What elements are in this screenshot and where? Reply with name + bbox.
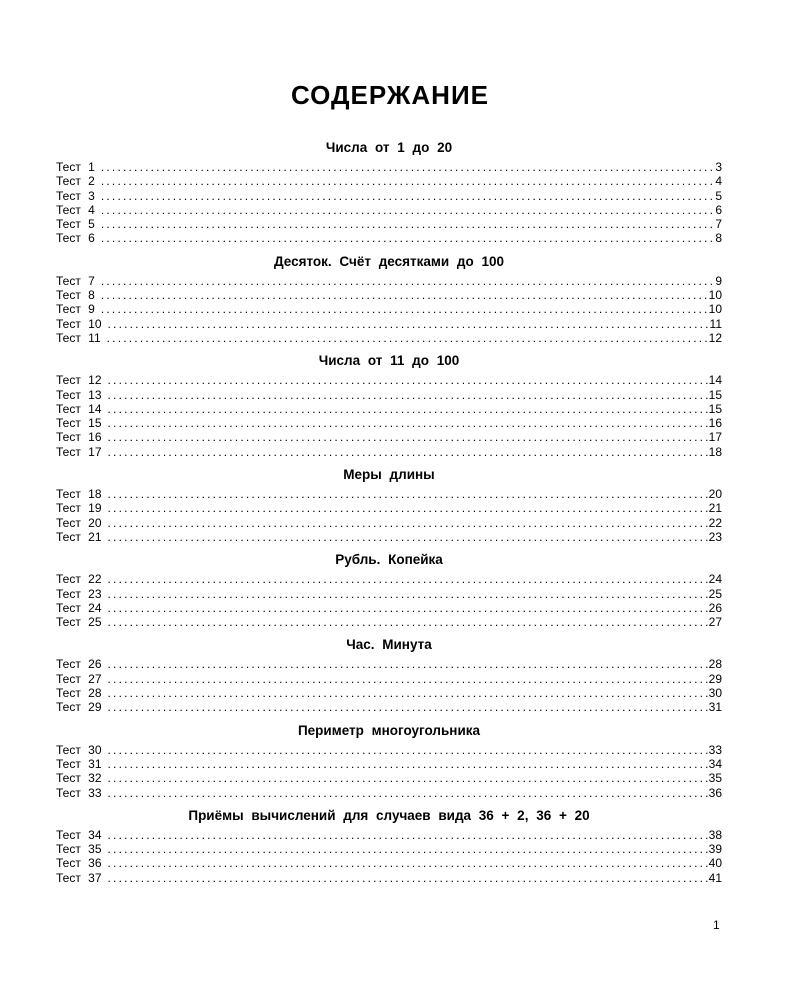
toc-entry[interactable]: [56, 686, 722, 700]
toc-entry[interactable]: [56, 828, 722, 842]
toc-entry[interactable]: [56, 672, 722, 686]
entry-label: Тест 33: [56, 785, 102, 800]
dot-leader: [108, 842, 708, 856]
entry-page-number: 34: [708, 756, 722, 771]
toc-entry[interactable]: [56, 601, 722, 615]
entry-label: Тест 2: [56, 174, 95, 189]
dot-leader: [101, 274, 714, 288]
entry-label: Тест 30: [56, 742, 102, 757]
entry-page-number: 5: [715, 188, 722, 203]
dot-leader: [108, 828, 708, 842]
entry-label: Тест 23: [56, 586, 102, 601]
entry-page-number: 20: [708, 487, 722, 502]
toc-section: [56, 136, 722, 246]
entry-page-number: 26: [708, 600, 722, 615]
toc-entry[interactable]: [56, 430, 722, 444]
entry-page-number: 24: [708, 572, 722, 587]
entry-label: Тест 9: [56, 302, 95, 317]
entry-label: Тест 26: [56, 657, 102, 672]
entry-label: Тест 10: [56, 316, 102, 331]
entry-label: Тест 21: [56, 529, 102, 544]
entry-page-number: 22: [708, 515, 722, 530]
entry-label: Тест 24: [56, 600, 102, 615]
entry-label: Тест 37: [56, 870, 102, 885]
toc-entry[interactable]: [56, 856, 722, 870]
toc-entry[interactable]: [56, 657, 722, 671]
section-heading: Меры длины: [343, 467, 435, 483]
toc-entry[interactable]: [56, 274, 722, 288]
entry-page-number: 10: [708, 302, 722, 317]
toc-entry[interactable]: [56, 217, 722, 231]
entry-label: Тест 28: [56, 686, 102, 701]
entry-page-number: 40: [708, 856, 722, 871]
dot-leader: [108, 516, 708, 530]
toc-entry[interactable]: [56, 757, 722, 771]
entry-label: Тест 29: [56, 700, 102, 715]
entry-label: Тест 36: [56, 856, 102, 871]
entry-label: Тест 7: [56, 273, 95, 288]
section-heading: Периметр многоугольника: [297, 722, 481, 738]
toc-entry[interactable]: [56, 530, 722, 544]
entry-label: Тест 3: [56, 188, 95, 203]
toc-entry[interactable]: [56, 771, 722, 785]
entry-label: Тест 16: [56, 430, 102, 445]
entry-page-number: 15: [708, 401, 722, 416]
entry-page-number: 23: [708, 529, 722, 544]
entry-page-number: 14: [708, 373, 722, 388]
entry-page-number: 15: [708, 387, 722, 402]
dot-leader: [108, 317, 709, 331]
entry-label: Тест 17: [56, 444, 102, 459]
entry-page-number: 25: [708, 586, 722, 601]
dot-leader: [101, 203, 714, 217]
section-heading: Числа от 11 до 100: [318, 353, 460, 369]
dot-leader: [108, 373, 708, 387]
entry-page-number: 33: [708, 742, 722, 757]
dot-leader: [108, 601, 708, 615]
entry-label: Тест 22: [56, 572, 102, 587]
dot-leader: [108, 388, 708, 402]
entry-page-number: 10: [708, 288, 722, 303]
entry-page-number: 31: [708, 700, 722, 715]
toc-entry[interactable]: [56, 700, 722, 714]
dot-leader: [108, 501, 708, 515]
dot-leader: [101, 302, 708, 316]
section-heading: Приёмы вычислений для случаев вида 36 + 2, 36 + 20: [188, 807, 590, 823]
entry-label: Тест 5: [56, 217, 95, 232]
entry-label: Тест 8: [56, 288, 95, 303]
entry-label: Тест 13: [56, 387, 102, 402]
dot-leader: [108, 856, 708, 870]
toc-section: [56, 250, 722, 345]
section-heading: Числа от 1 до 20: [325, 140, 453, 155]
toc-entry[interactable]: [56, 160, 722, 174]
dot-leader: [108, 786, 708, 800]
entry-page-number: 8: [715, 231, 722, 246]
toc-section: [56, 719, 722, 800]
entry-page-number: 4: [715, 174, 722, 189]
entry-label: Тест 18: [56, 487, 102, 502]
dot-leader: [101, 160, 714, 174]
entry-page-number: 27: [708, 615, 722, 630]
entry-label: Тест 27: [56, 671, 102, 686]
dot-leader: [108, 587, 708, 601]
entry-page-number: 21: [708, 501, 722, 516]
entry-page-number: 39: [708, 842, 722, 857]
entry-label: Тест 19: [56, 501, 102, 516]
entry-page-number: 7: [715, 217, 722, 232]
dot-leader: [108, 657, 708, 671]
entry-page-number: 35: [708, 771, 722, 786]
entry-page-number: 38: [708, 827, 722, 842]
dot-leader: [108, 757, 708, 771]
toc-entry[interactable]: [56, 373, 722, 387]
entry-page-number: 30: [708, 686, 722, 701]
toc-entry[interactable]: [56, 416, 722, 430]
entry-page-number: 12: [708, 330, 722, 345]
toc-entry[interactable]: [56, 487, 722, 501]
dot-leader: [108, 686, 708, 700]
dot-leader: [108, 700, 708, 714]
page-number: 1: [713, 918, 720, 932]
entry-page-number: 17: [708, 430, 722, 445]
page-title: СОДЕРЖАНИЕ: [291, 80, 489, 110]
entry-label: Тест 31: [56, 756, 102, 771]
entry-page-number: 36: [708, 785, 722, 800]
entry-page-number: 28: [708, 657, 722, 672]
dot-leader: [108, 530, 708, 544]
toc-section: [56, 463, 722, 544]
dot-leader: [108, 416, 708, 430]
dot-leader: [101, 174, 714, 188]
toc-entry[interactable]: [56, 203, 722, 217]
toc-entry[interactable]: [56, 501, 722, 515]
entry-page-number: 41: [708, 870, 722, 885]
dot-leader: [107, 331, 708, 345]
toc-entry[interactable]: [56, 445, 722, 459]
entry-page-number: 29: [708, 671, 722, 686]
entry-page-number: 9: [715, 273, 722, 288]
toc-entry[interactable]: [56, 231, 722, 245]
entry-page-number: 11: [709, 316, 722, 331]
table-of-contents: [56, 136, 722, 885]
toc-section: [56, 349, 722, 459]
section-heading: Десяток. Счёт десятками до 100: [273, 253, 504, 269]
entry-label: Тест 20: [56, 515, 102, 530]
toc-section: [56, 804, 722, 885]
toc-entry[interactable]: [56, 587, 722, 601]
dot-leader: [108, 430, 708, 444]
dot-leader: [108, 572, 708, 586]
toc-entry[interactable]: [56, 572, 722, 586]
entry-page-number: 6: [715, 202, 722, 217]
section-heading: Рубль. Копейка: [335, 552, 443, 568]
dot-leader: [101, 217, 714, 231]
dot-leader: [101, 288, 708, 302]
dot-leader: [108, 672, 708, 686]
dot-leader: [108, 615, 708, 629]
toc-entry[interactable]: [56, 331, 722, 345]
toc-entry[interactable]: [56, 402, 722, 416]
toc-entry[interactable]: [56, 871, 722, 885]
dot-leader: [108, 743, 708, 757]
entry-label: Тест 25: [56, 615, 102, 630]
toc-entry[interactable]: [56, 317, 722, 331]
entry-label: Тест 32: [56, 771, 102, 786]
toc-entry[interactable]: [56, 615, 722, 629]
toc-entry[interactable]: [56, 743, 722, 757]
dot-leader: [108, 771, 708, 785]
entry-page-number: 18: [708, 444, 722, 459]
entry-label: Тест 11: [56, 330, 101, 345]
toc-entry[interactable]: [56, 189, 722, 203]
entry-page-number: 16: [708, 416, 722, 431]
entry-label: Тест 12: [56, 373, 102, 388]
entry-label: Тест 35: [56, 842, 102, 857]
toc-entry[interactable]: [56, 842, 722, 856]
section-heading: Час. Минута: [346, 637, 432, 653]
dot-leader: [101, 189, 714, 203]
dot-leader: [108, 871, 708, 885]
entry-label: Тест 6: [56, 231, 95, 246]
dot-leader: [108, 445, 708, 459]
toc-entry[interactable]: [56, 786, 722, 800]
dot-leader: [108, 487, 708, 501]
entry-label: Тест 14: [56, 401, 102, 416]
entry-label: Тест 1: [56, 160, 95, 174]
entry-page-number: 3: [715, 160, 722, 174]
entry-label: Тест 15: [56, 416, 102, 431]
entry-label: Тест 4: [56, 202, 95, 217]
entry-label: Тест 34: [56, 827, 102, 842]
toc-entry[interactable]: [56, 288, 722, 302]
toc-section: [56, 548, 722, 629]
dot-leader: [101, 231, 714, 245]
toc-entry[interactable]: [56, 302, 722, 316]
toc-entry[interactable]: [56, 516, 722, 530]
dot-leader: [108, 402, 708, 416]
toc-entry[interactable]: [56, 388, 722, 402]
toc-section: [56, 633, 722, 714]
toc-entry[interactable]: [56, 174, 722, 188]
